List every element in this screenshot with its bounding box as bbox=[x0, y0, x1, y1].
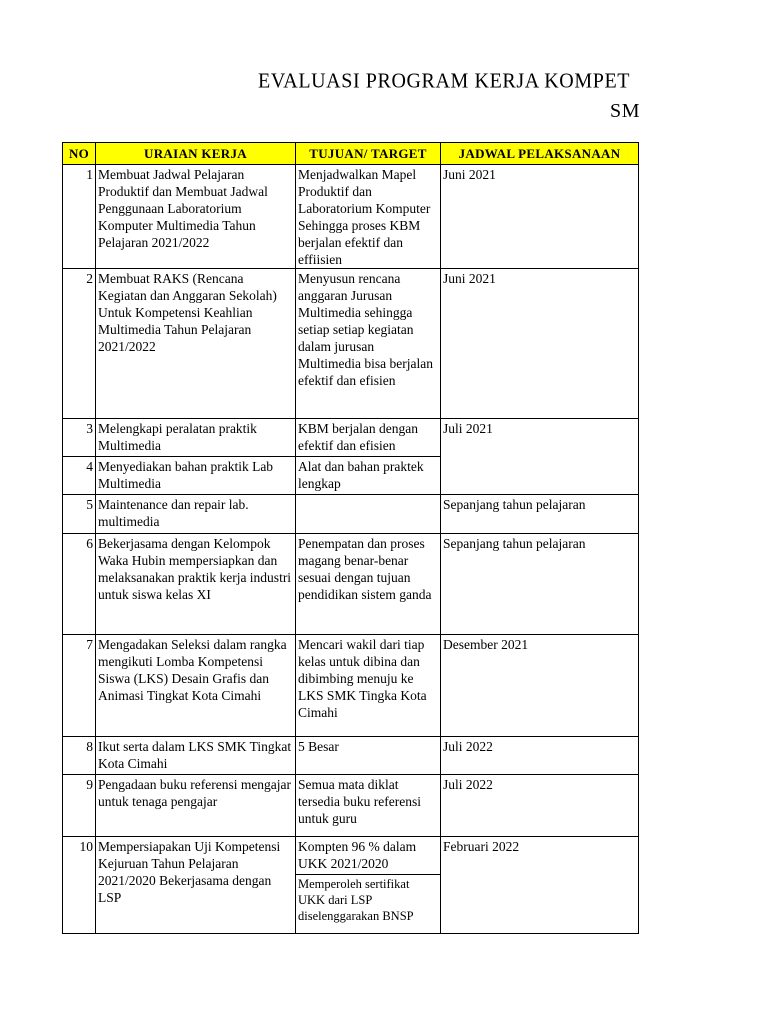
header-jadwal: JADWAL PELAKSANAAN bbox=[441, 143, 639, 165]
row-no: 7 bbox=[63, 635, 96, 737]
row-no: 1 bbox=[63, 165, 96, 269]
row-jadwal: Juli 2022 bbox=[441, 775, 639, 837]
row-tujuan-extra: Memperoleh sertifikat UKK dari LSP diselenggarakan BNSP bbox=[296, 874, 440, 924]
table-row bbox=[63, 419, 639, 457]
table-row bbox=[63, 837, 639, 934]
document-subtitle: SM bbox=[610, 100, 641, 122]
row-uraian: Menyediakan bahan praktik Lab Multimedia bbox=[96, 457, 296, 495]
row-jadwal: Juni 2021 bbox=[441, 165, 639, 269]
row-tujuan: Semua mata diklat tersedia buku referensi untuk guru bbox=[296, 775, 441, 837]
table-row bbox=[63, 775, 639, 837]
row-uraian: Mempersiapakan Uji Kompetensi Kejuruan Tahun Pelajaran 2021/2020 Bekerjasama dengan LSP bbox=[96, 837, 296, 934]
row-tujuan: KBM berjalan dengan efektif dan efisien bbox=[296, 419, 441, 457]
row-tujuan: Mencari wakil dari tiap kelas untuk dibina dan dibimbing menuju ke LKS SMK Tingka Kota Cimahi bbox=[296, 635, 441, 737]
row-no: 3 bbox=[63, 419, 96, 457]
program-table bbox=[62, 142, 639, 934]
row-tujuan: Alat dan bahan praktek lengkap bbox=[296, 457, 441, 495]
row-no: 2 bbox=[63, 269, 96, 419]
row-uraian: Melengkapi peralatan praktik Multimedia bbox=[96, 419, 296, 457]
row-tujuan: Menjadwalkan Mapel Produktif dan Laboratorium Komputer Sehingga proses KBM berjalan efektif dan effiisien bbox=[296, 165, 441, 269]
row-tujuan: 5 Besar bbox=[296, 737, 441, 775]
header-no: NO bbox=[63, 143, 96, 165]
table-row bbox=[63, 635, 639, 737]
document-title: EVALUASI PROGRAM KERJA KOMPET bbox=[258, 69, 631, 93]
row-uraian: Maintenance dan repair lab. multimedia bbox=[96, 495, 296, 534]
table-row bbox=[63, 534, 639, 635]
row-jadwal: Sepanjang tahun pelajaran bbox=[441, 534, 639, 635]
row-jadwal: Sepanjang tahun pelajaran bbox=[441, 495, 639, 534]
header-tujuan: TUJUAN/ TARGET bbox=[296, 143, 441, 165]
row-tujuan: Menyusun rencana anggaran Jurusan Multimedia sehingga setiap setiap kegiatan dalam jurusan Multimedia bisa berjalan efektif dan efisien bbox=[296, 269, 441, 419]
row-uraian: Membuat RAKS (Rencana Kegiatan dan Anggaran Sekolah) Untuk Kompetensi Keahlian Multimedia Tahun Pelajaran 2021/2022 bbox=[96, 269, 296, 419]
row-no: 10 bbox=[63, 837, 96, 934]
table-row bbox=[63, 495, 639, 534]
table-header-row bbox=[63, 143, 639, 165]
row-uraian: Bekerjasama dengan Kelompok Waka Hubin mempersiapkan dan melaksanakan praktik kerja industri untuk siswa kelas XI bbox=[96, 534, 296, 635]
row-uraian: Ikut serta dalam LKS SMK Tingkat Kota Cimahi bbox=[96, 737, 296, 775]
row-no: 9 bbox=[63, 775, 96, 837]
table-row bbox=[63, 269, 639, 419]
row-tujuan-cell bbox=[296, 837, 441, 934]
row-no: 6 bbox=[63, 534, 96, 635]
table-row bbox=[63, 737, 639, 775]
row-jadwal: Juni 2021 bbox=[441, 269, 639, 419]
row-no: 5 bbox=[63, 495, 96, 534]
title-area bbox=[0, 0, 641, 140]
row-uraian: Membuat Jadwal Pelajaran Produktif dan Membuat Jadwal Penggunaan Laboratorium Komputer Multimedia Tahun Pelajaran 2021/2022 bbox=[96, 165, 296, 269]
row-jadwal: Juli 2021 bbox=[441, 419, 639, 495]
header-uraian: URAIAN KERJA bbox=[96, 143, 296, 165]
row-no: 8 bbox=[63, 737, 96, 775]
row-tujuan: Penempatan dan proses magang benar-benar sesuai dengan tujuan pendidikan sistem ganda bbox=[296, 534, 441, 635]
row-jadwal: Februari 2022 bbox=[441, 837, 639, 934]
row-no: 4 bbox=[63, 457, 96, 495]
row-tujuan: Kompten 96 % dalam UKK 2021/2020 bbox=[298, 839, 417, 871]
row-jadwal: Desember 2021 bbox=[441, 635, 639, 737]
row-uraian: Mengadakan Seleksi dalam rangka mengikuti Lomba Kompetensi Siswa (LKS) Desain Grafis dan Animasi Tingkat Kota Cimahi bbox=[96, 635, 296, 737]
row-uraian: Pengadaan buku referensi mengajar untuk tenaga pengajar bbox=[96, 775, 296, 837]
table-row bbox=[63, 165, 639, 269]
row-tujuan bbox=[296, 495, 441, 534]
row-jadwal: Juli 2022 bbox=[441, 737, 639, 775]
